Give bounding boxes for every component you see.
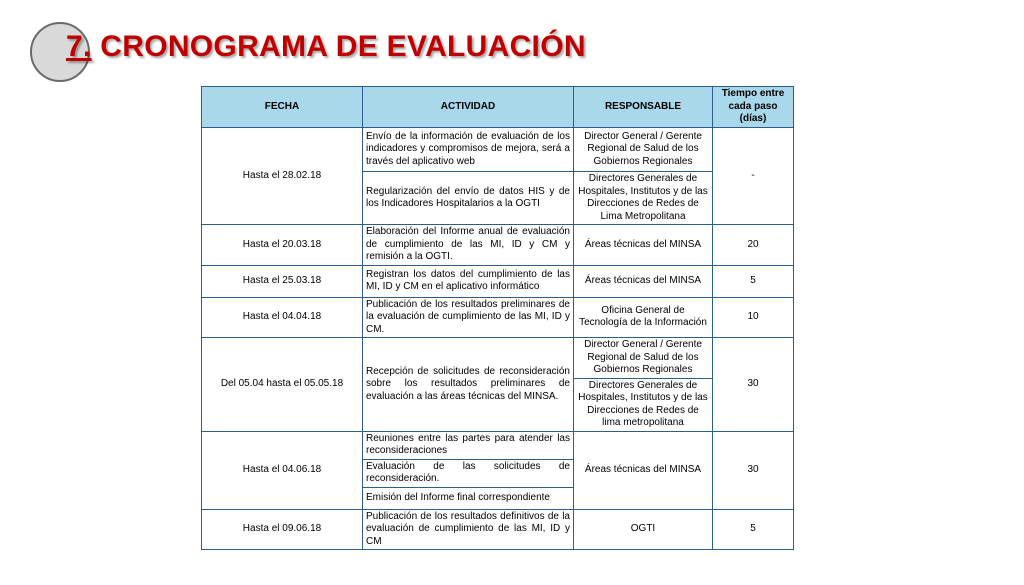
cell-responsable: Directores Generales de Hospitales, Institutos y de las Direcciones de Redes de Lima Metropolitana — [574, 172, 713, 225]
cell-fecha: Hasta el 04.06.18 — [202, 431, 363, 509]
cell-actividad: Publicación de los resultados preliminares de la evaluación de cumplimiento de las MI, ID y CM. — [363, 297, 574, 338]
cell-fecha: Hasta el 09.06.18 — [202, 509, 363, 550]
cell-actividad: Elaboración del Informe anual de evaluación de cumplimiento de las MI, ID y CM y remisión a la OGTI. — [363, 225, 574, 266]
cell-actividad: Reuniones entre las partes para atender las reconsideraciones — [363, 431, 574, 459]
cell-tiempo: 10 — [713, 297, 794, 338]
cell-responsable: Directores Generales de Hospitales, Institutos y de las Direcciones de Redes de lima metropolitana — [574, 378, 713, 431]
table-row — [202, 128, 794, 172]
cell-responsable: Oficina General de Tecnología de la Información — [574, 297, 713, 338]
header-actividad: ACTIVIDAD — [363, 87, 574, 128]
header-fecha: FECHA — [202, 87, 363, 128]
cell-fecha: Hasta el 20.03.18 — [202, 225, 363, 266]
table-row — [202, 225, 794, 266]
cell-actividad: Registran los datos del cumplimiento de las MI, ID y CM en el aplicativo informático — [363, 265, 574, 297]
table-row — [202, 431, 794, 459]
cell-responsable: Director General / Gerente Regional de Salud de los Gobiernos Regionales — [574, 128, 713, 172]
cell-actividad: Regularización del envío de datos HIS y de los Indicadores Hospitalarios a la OGTI — [363, 172, 574, 225]
title-number: 7. — [66, 30, 92, 63]
cell-responsable: Director General / Gerente Regional de Salud de los Gobiernos Regionales — [574, 338, 713, 379]
schedule-table — [201, 86, 794, 550]
table-row — [202, 297, 794, 338]
cell-tiempo: - — [713, 128, 794, 225]
cell-fecha: Hasta el 25.03.18 — [202, 265, 363, 297]
cell-actividad: Envío de la información de evaluación de los indicadores y compromisos de mejora, será a través del aplicativo web — [363, 128, 574, 172]
title-label: CRONOGRAMA DE EVALUACIÓN — [100, 30, 586, 63]
cell-actividad: Publicación de los resultados definitivos de la evaluación de cumplimiento de las MI, ID y CM — [363, 509, 574, 550]
cell-tiempo: 30 — [713, 431, 794, 509]
page-title — [66, 30, 586, 64]
cell-tiempo: 30 — [713, 338, 794, 432]
header-tiempo: Tiempo entre cada paso (días) — [713, 87, 794, 128]
table-header-row — [202, 87, 794, 128]
cell-responsable: Áreas técnicas del MINSA — [574, 265, 713, 297]
cell-tiempo: 5 — [713, 265, 794, 297]
cell-responsable: OGTI — [574, 509, 713, 550]
cell-responsable: Áreas técnicas del MINSA — [574, 225, 713, 266]
header-responsable: RESPONSABLE — [574, 87, 713, 128]
table-row — [202, 338, 794, 379]
table-row — [202, 509, 794, 550]
cell-tiempo: 5 — [713, 509, 794, 550]
cell-fecha: Hasta el 28.02.18 — [202, 128, 363, 225]
cell-tiempo: 20 — [713, 225, 794, 266]
cell-actividad: Evaluación de las solicitudes de reconsideración. — [363, 459, 574, 487]
cell-fecha: Hasta el 04.04.18 — [202, 297, 363, 338]
cell-actividad: Emisión del Informe final correspondiente — [363, 487, 574, 509]
cell-fecha: Del 05.04 hasta el 05.05.18 — [202, 338, 363, 432]
cell-actividad: Recepción de solicitudes de reconsideración sobre los resultados preliminares de evaluación a las áreas técnicas del MINSA. — [363, 338, 574, 432]
table-row — [202, 265, 794, 297]
cell-responsable: Áreas técnicas del MINSA — [574, 431, 713, 509]
